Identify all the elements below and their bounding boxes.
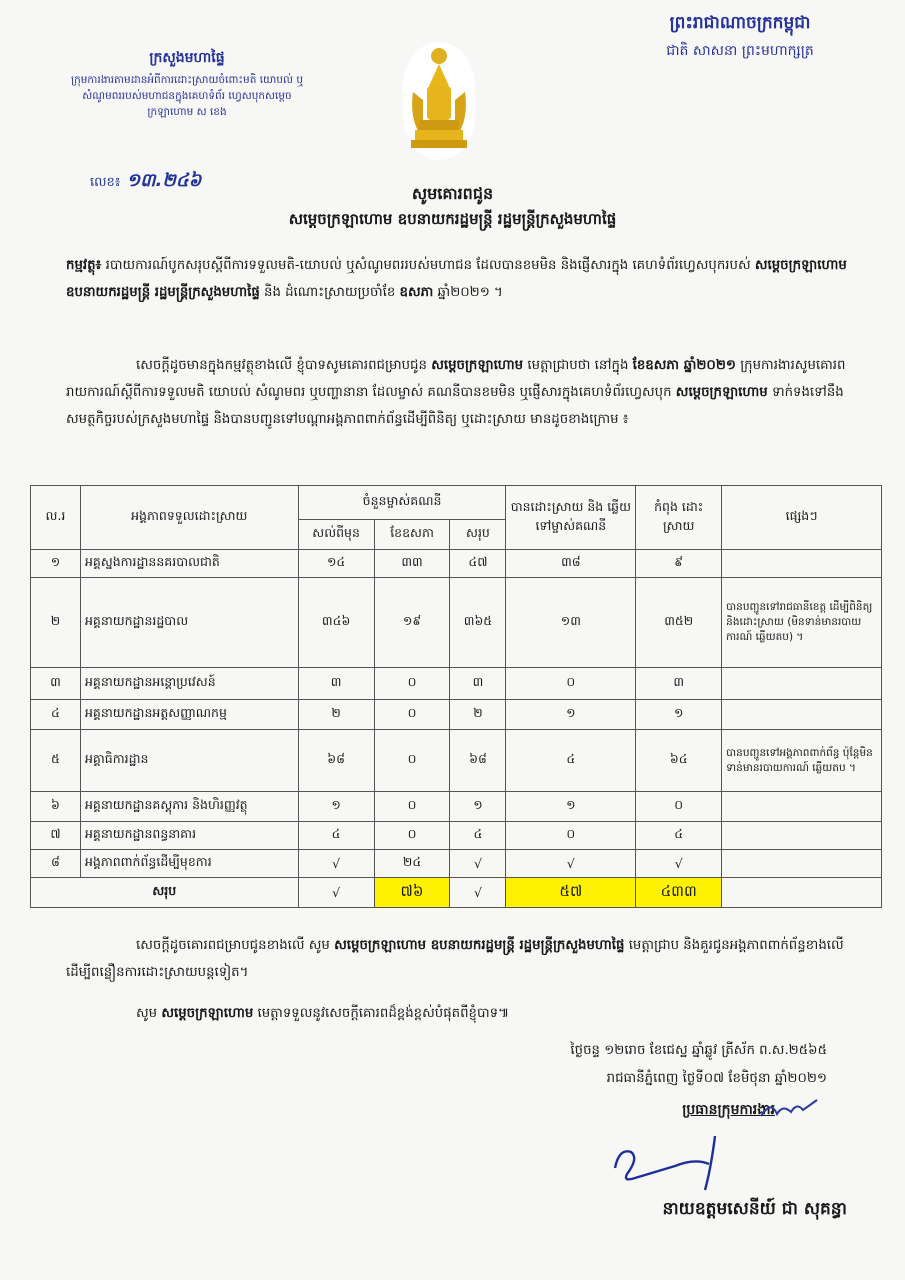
- cell-note: [722, 668, 882, 700]
- cell-resolved: ០: [506, 822, 636, 850]
- sum-prev: √: [298, 878, 374, 908]
- cell-may: ១៩: [374, 578, 450, 668]
- cell-note: [722, 850, 882, 878]
- table-row: [31, 668, 882, 700]
- cell-unit: អគ្គនាយកដ្ឋានរដ្ឋបាល: [80, 578, 298, 668]
- sum-total: √: [450, 878, 506, 908]
- closing-p3-a: សូម: [136, 1006, 158, 1021]
- cell-may: ០: [374, 700, 450, 730]
- cell-prev: ៤: [298, 822, 374, 850]
- cell-may: ០: [374, 668, 450, 700]
- body-p1-a: សេចក្តីដូចមានក្នុងកម្មវត្ថុខាងលើ ខ្ញុំបាទសូមគោរពជម្រាបជូន: [136, 358, 427, 373]
- cell-may: ០: [374, 730, 450, 792]
- cell-resolved: ៤: [506, 730, 636, 792]
- header-previous: សល់ពីមុន: [298, 520, 374, 550]
- body-paragraph: [66, 352, 866, 433]
- header-unit: អង្គភាពទទួលដោះស្រាយ: [80, 486, 298, 550]
- cell-unit: អគ្គនាយកដ្ឋានគស្តុភារ និងហិរញ្ញវត្ថុ: [80, 792, 298, 822]
- cell-pending: ១: [636, 700, 722, 730]
- respect-line: សូមគោរពជូន: [411, 184, 494, 203]
- courtesy-paragraph: [66, 1000, 866, 1027]
- cell-prev: ១: [298, 792, 374, 822]
- header-pending: កំពុង ដោះស្រាយ: [636, 486, 722, 550]
- subject-text-c: និង ដំណោះស្រាយប្រចាំខែ: [264, 285, 396, 300]
- cell-no: ៨: [31, 850, 81, 878]
- cell-no: ៤: [31, 700, 81, 730]
- closing-paragraph: [66, 932, 866, 986]
- ministry-name: ក្រសួងមហាផ្ទៃ: [149, 50, 225, 66]
- header-resolved: បានដោះស្រាយ និង ឆ្លើយទៅម្ចាស់គណនី: [506, 486, 636, 550]
- cell-pending: ៦៤: [636, 730, 722, 792]
- header-may: ខែឧសភា: [374, 520, 450, 550]
- national-motto: ជាតិ សាសនា ព្រះមហាក្សត្រ: [666, 43, 814, 59]
- recipient-line: សម្តេចក្រឡាហោម ឧបនាយករដ្ឋមន្ត្រី រដ្ឋមន្ត្រីក្រសួងមហាផ្ទៃ: [288, 210, 617, 228]
- signature-mark: [605, 1128, 745, 1202]
- cell-total: √: [450, 850, 506, 878]
- table-sum-row: [31, 878, 882, 908]
- body-p1-g: ទាក់ទងទៅនឹងសមត្ថកិច្ចរបស់ក្រសួងមហាផ្ទៃ និងបានបញ្ជូនទៅបណ្តាអង្គភាពពាក់ព័ន្ធដើម្បីពិនិត្យ ឬដោះស្រាយ មានដូចខាងក្រោម ៖: [66, 385, 844, 427]
- cell-total: ៣: [450, 668, 506, 700]
- cell-note: [722, 700, 882, 730]
- table-row: [31, 550, 882, 578]
- cell-resolved: ០: [506, 668, 636, 700]
- cell-total: ១: [450, 792, 506, 822]
- cell-prev: √: [298, 850, 374, 878]
- cell-may: ៣៣: [374, 550, 450, 578]
- cell-pending: ៤: [636, 822, 722, 850]
- cell-unit: អគ្គស្នងការដ្ឋាននគរបាលជាតិ: [80, 550, 298, 578]
- cell-no: ១: [31, 550, 81, 578]
- ministry-header: [62, 48, 312, 120]
- cell-no: ៦: [31, 792, 81, 822]
- subject-bold-d: ឧសភា: [399, 285, 434, 300]
- cell-unit: អគ្គាធិការដ្ឋាន: [80, 730, 298, 792]
- initials-mark: [757, 1094, 827, 1128]
- cell-prev: ៦៨: [298, 730, 374, 792]
- ministry-unit: ក្រុមការងារតាមដានអំពីការដោះស្រាយចំពោះមតិ យោបល់ ឬសំណូមពររបស់មហាជនក្នុងគេហទំព័រ ហ្វេសបុកសម្តេចក្រឡាហោម ស ខេង: [70, 74, 304, 118]
- table-row: [31, 700, 882, 730]
- table-row: [31, 792, 882, 822]
- body-p1-c: មេត្តាជ្រាបថា នៅក្នុង: [527, 358, 629, 373]
- cell-note: [722, 550, 882, 578]
- table-row: [31, 850, 882, 878]
- sum-pending: ៤៣៣: [636, 878, 722, 908]
- sum-note: [722, 878, 882, 908]
- cell-no: ៥: [31, 730, 81, 792]
- header-accounts: ចំនួនម្ចាស់គណនី: [298, 486, 506, 520]
- cell-note: បានបញ្ជូនទៅអង្គភាពពាក់ព័ន្ធ ប៉ុន្តែមិនទាន់មានរបាយការណ៍ ឆ្លើយតប ។: [722, 730, 882, 792]
- kingdom-title: ព្រះរាជាណាចក្រកម្ពុជា: [669, 13, 811, 33]
- cell-pending: ៣: [636, 668, 722, 700]
- cell-pending: ០: [636, 792, 722, 822]
- cell-note: បានបញ្ជូនទៅរាជធានីខេត្ត ដើម្បីពិនិត្យ និងដោះស្រាយ (មិនទាន់មានរបាយការណ៍ ឆ្លើយតប) ។: [722, 578, 882, 668]
- cell-prev: ២: [298, 700, 374, 730]
- closing-p2-c: មេត្តាជ្រាប និងគួរជូនអង្គភាពពាក់ព័ន្ធខាងលើ ដើម្បីពន្លឿនការដោះស្រាយបន្តទៀត។: [66, 938, 844, 980]
- cell-total: ៣៦៥: [450, 578, 506, 668]
- subject-text-a: របាយការណ៍បូកសរុបស្តីពីការទទួលមតិ-យោបល់ ឬសំណូមពររបស់មហាជន ដែលបានខមមិន និងផ្ញើសារក្នុង គេហទំព័រហ្វេសបុករបស់: [105, 258, 751, 273]
- cell-resolved: ៣៨: [506, 550, 636, 578]
- cell-pending: ៣៥២: [636, 578, 722, 668]
- body-p1-b: សម្តេចក្រឡាហោម: [431, 358, 524, 373]
- sum-label: សរុប: [31, 878, 299, 908]
- cell-total: ៦៨: [450, 730, 506, 792]
- lunar-date: ថ្ងៃចន្ទ ១២រោច ខែជេស្ឋ ឆ្នាំឆ្លូវ ត្រីស័ក ព.ស.២៥៦៥: [570, 1043, 827, 1058]
- closing-p3-c: មេត្តាទទួលនូវសេចក្តីគោរពដ៏ខ្ពង់ខ្ពស់បំផុតពីខ្ញុំបាទ៕: [257, 1006, 510, 1021]
- cell-no: ៣: [31, 668, 81, 700]
- cell-may: ០: [374, 792, 450, 822]
- cell-unit: អគ្គនាយកដ្ឋានអត្តសញ្ញាណកម្ម: [80, 700, 298, 730]
- header-total: សរុប: [450, 520, 506, 550]
- cell-no: ៧: [31, 822, 81, 850]
- kingdom-header: [615, 12, 865, 62]
- cell-may: ០: [374, 822, 450, 850]
- subject-text-e: ឆ្នាំ២០២១ ។: [437, 285, 503, 300]
- subject-label: កម្មវត្ថុ៖: [66, 258, 102, 273]
- cell-total: ៤: [450, 822, 506, 850]
- table-row: [31, 822, 882, 850]
- cell-unit: អង្គភាពពាក់ព័ន្ធដើម្បីមុខការ: [80, 850, 298, 878]
- cell-resolved: ១៣: [506, 578, 636, 668]
- closing-p3-b: សម្តេចក្រឡាហោម: [161, 1006, 254, 1021]
- subject-bold-b: សម្តេចក្រឡាហោម ឧបនាយករដ្ឋមន្ត្រី រដ្ឋមន្ត្រីក្រសួងមហាផ្ទៃ: [66, 258, 847, 300]
- cell-unit: អគ្គនាយកដ្ឋានពន្ធនាគារ: [80, 822, 298, 850]
- solar-date: រាជធានីភ្នំពេញ ថ្ងៃទី០៧ ខែមិថុនា ឆ្នាំ២០២១: [606, 1071, 827, 1086]
- cell-unit: អគ្គនាយកដ្ឋានអន្តោប្រវេសន៍: [80, 668, 298, 700]
- cell-pending: √: [636, 850, 722, 878]
- royal-emblem-logo: [403, 42, 475, 160]
- closing-p2-a: សេចក្តីដូចគោរពជម្រាបជូនខាងលើ សូម: [136, 938, 330, 953]
- sum-may: ៧៦: [374, 878, 450, 908]
- cell-resolved: ១: [506, 700, 636, 730]
- cell-pending: ៩: [636, 550, 722, 578]
- body-p1-e: ក្រុមការងារសូមគោរពរាយការណ៍ស្តីពីការទទួលមតិ យោបល់ សំណូមពរ ឬបញ្ហានានា ដែលម្ចាស់ គណនីបានខមមិន ឬផ្ញើសារក្នុងគេហទំព័រហ្វេសបុក: [66, 358, 846, 400]
- cell-no: ២: [31, 578, 81, 668]
- body-p1-f: សម្តេចក្រឡាហោម: [675, 385, 768, 400]
- reference-value: ១៣.២៤៦: [126, 170, 202, 191]
- cell-may: ២៤: [374, 850, 450, 878]
- closing-p2-b: សម្តេចក្រឡាហោម ឧបនាយករដ្ឋមន្ត្រី រដ្ឋមន្ត្រីក្រសួងមហាផ្ទៃ: [334, 938, 625, 953]
- cell-total: ២: [450, 700, 506, 730]
- cell-resolved: √: [506, 850, 636, 878]
- header-no: ល.រ: [31, 486, 81, 550]
- sum-resolved: ៥៧: [506, 878, 636, 908]
- cell-prev: ១៤: [298, 550, 374, 578]
- report-table: [30, 485, 882, 908]
- reference-label: លេខ៖: [90, 175, 121, 190]
- table-row: [31, 578, 882, 668]
- subject-paragraph: [66, 252, 866, 306]
- table-row: [31, 730, 882, 792]
- cell-note: [722, 792, 882, 822]
- body-p1-d: ខែឧសភា ឆ្នាំ២០២១: [632, 358, 736, 373]
- cell-prev: ៣: [298, 668, 374, 700]
- cell-prev: ៣៤៦: [298, 578, 374, 668]
- cell-total: ៤៧: [450, 550, 506, 578]
- header-other: ផ្សេងៗ: [722, 486, 882, 550]
- signer-name: នាយឧត្តមសេនីយ៍ ជា សុគន្ធា: [662, 1199, 847, 1219]
- cell-note: [722, 822, 882, 850]
- cell-resolved: ១: [506, 792, 636, 822]
- signer-title: ប្រធានក្រុមការងារ: [682, 1102, 775, 1118]
